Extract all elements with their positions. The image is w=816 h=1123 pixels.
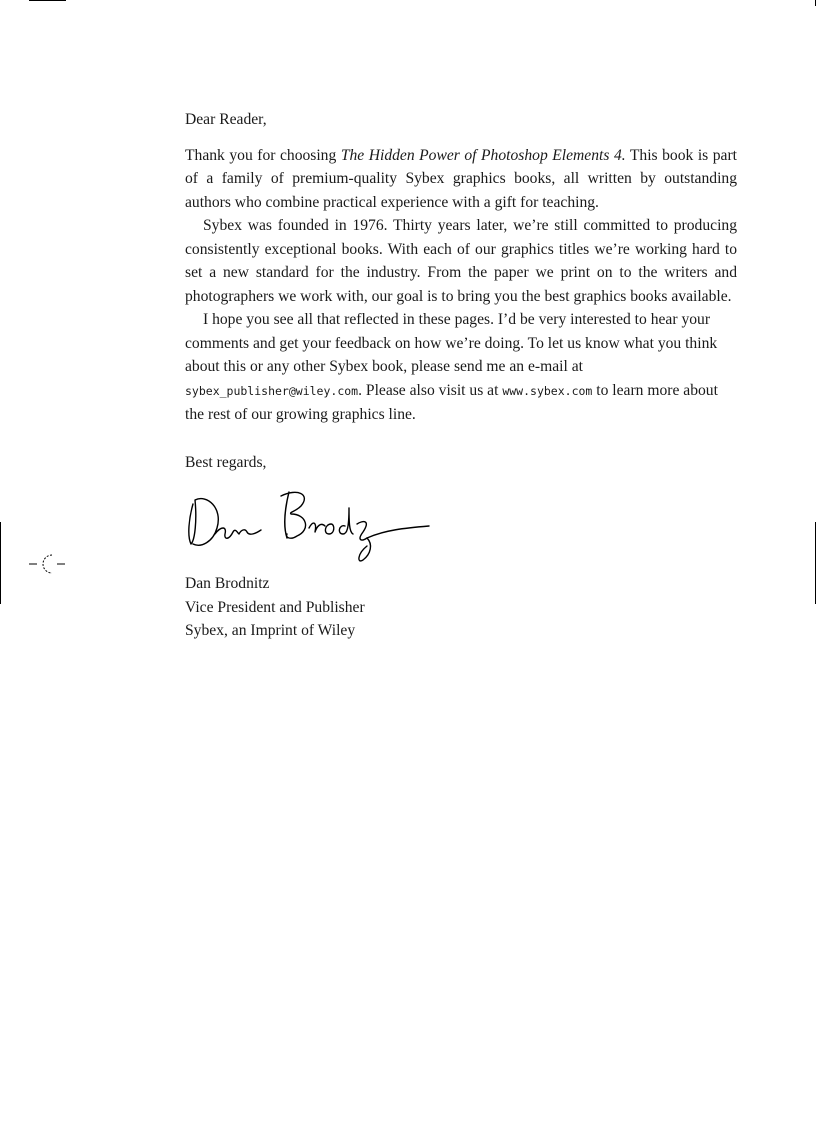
sender-block bbox=[185, 572, 737, 643]
closing: Best regards, bbox=[185, 453, 267, 471]
sender-title: Vice President and Publisher bbox=[185, 598, 365, 616]
paragraph-intro bbox=[185, 144, 737, 215]
contact-text: I hope you see all that reflected in these pages. I’d be very interested to hear your comments and get your feedback on how we’re doing. To let us know what you think about this or any other Sybex book, please send me an e-mail at bbox=[185, 311, 718, 375]
sender-name: Dan Brodnitz bbox=[185, 575, 270, 592]
handwritten-signature bbox=[185, 488, 435, 566]
registration-mark-icon bbox=[28, 550, 68, 576]
contact-text-3: to learn more about the rest of our growing graphics line. bbox=[185, 381, 718, 423]
intro-text: Thank you for choosing bbox=[185, 146, 341, 164]
paragraph-history: Sybex was founded in 1976. Thirty years later, we’re still committed to producing consistently exceptional books. With each of our graphics titles we’re working hard to set a new standard for the industry. From the paper we print on to the writers and photographers we work with, our goal is to bring you the best graphics books available. bbox=[185, 217, 737, 305]
website-url: www.sybex.com bbox=[502, 383, 593, 398]
crop-mark-left bbox=[0, 522, 1, 604]
sender-company: Sybex, an Imprint of Wiley bbox=[185, 622, 356, 639]
contact-text-2: . Please also visit us at bbox=[358, 381, 503, 399]
crop-mark-top bbox=[29, 0, 66, 1]
paragraph-contact bbox=[185, 308, 737, 427]
intro-text-continued: This book is part of a family of premium-quality Sybex graphics books, all written by outstanding authors who combine practical experience with a gift for teaching. bbox=[185, 146, 737, 211]
salutation: Dear Reader, bbox=[185, 111, 267, 128]
book-title: The Hidden Power of Photoshop Elements 4. bbox=[340, 146, 626, 164]
letter-body bbox=[185, 108, 737, 643]
email-address: sybex_publisher@wiley.com bbox=[185, 383, 359, 398]
